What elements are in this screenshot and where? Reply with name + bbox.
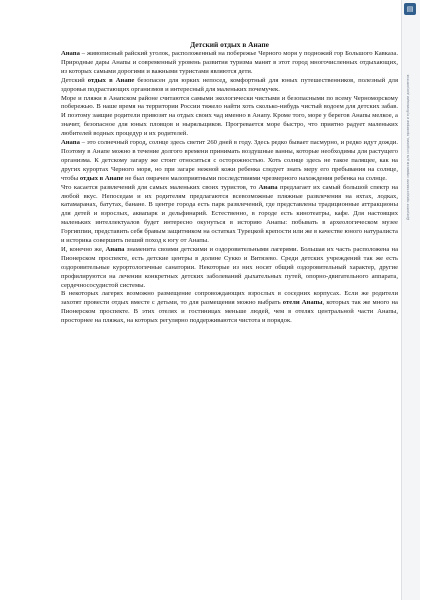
paragraph-text: И, конечно же, [61, 245, 106, 253]
bold-text: отдых в Анапе [79, 174, 124, 182]
paragraph-text: , которых так же много на Пионерском проспекте. В этих отелях и гостиницах меньше людей, чем в отелях центральной части Анапы, просторнее на пляжах, на которых регулярно поддерживаются чистота и порядок. [61, 299, 398, 325]
paragraph-text: – живописный райский уголок, расположенный на побережье Черного моря у подножий гор Большого Кавказа. Природные дары Анапы и современный уровень развития туризма манят в этот город многочисленных отдыхающих, из которых самыми дорогими и важными туристами являются дети. [61, 50, 398, 75]
paragraph-text: безопасен для юрких непосед, комфортный для юных путешественников, полезный для здоровья подрастающих организмов и интересный для маленьких почемучек. [61, 76, 399, 93]
paragraph-list [61, 50, 398, 326]
paragraph-text: Детский [61, 76, 88, 84]
bold-text: отели Анапы [282, 299, 323, 307]
document-body [61, 40, 398, 326]
bold-text: отдых в Анапе [87, 76, 135, 84]
paragraph [61, 77, 398, 95]
document-title: Детский отдых в Анапе [190, 40, 269, 49]
paragraph-text: Что касается развлечений для самых маленьких своих туристов, то [61, 183, 259, 191]
paragraph [61, 50, 398, 77]
paragraph-text: не был омрачен малоприятными последствиями чрезмерного нахождения ребенка на солнце. [123, 174, 387, 182]
paragraph [61, 95, 398, 140]
paragraph-text: знаменита своими детскими и оздоровительными лагерями. Большая их часть расположена на Пионерском проспекте, есть детские центры в долине Сукко и Витязево. Среди детских учреждений так же есть оздоровительные курортологичные санатории. Некоторые из них носят общий оздоровительный характер, другие профилируются на лечении конкретных детских заболеваний дыхательных путей, опорно-двигательного аппарата, сердечнососудистой системы. [61, 245, 398, 289]
paragraph-text: предлагает их самый большой спектр на любой вкус. Непоседам и их родителям предлагаются всевозможные пляжные развлечения на яхтах, лодках, катамаранах, батутах, банане. В центре города есть парк развлечений, где представлены традиционные аттракционы для детей и взрослых, аквапарк и дельфинарий. Естественно, в городе есть кинотеатры, кафе. Для настоящих маленьких интеллектуалов будет интересно окунуться в историю Анапы: побывать в археологическом музее Горгиппии, представить себя бравым защитником на остатках Турецкой крепости или же в качестве юного натуралиста и историка совершить пеший поход к югу от Анапы. [61, 183, 398, 245]
side-toolbar [401, 0, 420, 600]
sidebar-vertical-text: Документ предоставлен сервисом для создания, проверки и публикации документов [406, 74, 410, 220]
paragraph-text: Море и пляжи в Анапском районе считаются самыми экологически чистыми и безопасными по всему Черноморскому побережью. В наше время на территории России тяжело найти хоть сколько-нибудь чистый водоем для детских забав. И поэтому заящие родители привозят на отдых своих чад именно в Анапу. Кроме того, море у берегов Анапы мелкое, а значит, безопасное для юных пловцов и ныряльщиков. Прогревается море быстро, что приятно радует маленьких любителей водных процедур и их родителей. [61, 94, 398, 138]
paragraph [61, 184, 398, 246]
paragraph [61, 139, 398, 184]
bold-text: Анапа [105, 245, 125, 253]
bold-text: Анапа [61, 50, 80, 57]
bold-text: Анапа [61, 139, 80, 147]
document-logo-icon[interactable]: ▤ [404, 3, 416, 15]
paragraph-text: – это солнечный город, солнце здесь светит 260 дней в году. Здесь редко бывает пасмурно, и редко идут дожди. Поэтому в Анапе можно в течение долгого времени принимать воздушные ванны, которые необходимы для растущего организма. К детскому загару же стоит относиться с осторожностью. Хоть солнце здесь не такое палящее, как на других курортах Черного моря, но при загаре нежной кожи ребенка следует знать меру его пребывания на солнце, чтобы [61, 139, 398, 182]
paragraph [61, 246, 398, 291]
bold-text: Анапа [258, 183, 278, 191]
paragraph [61, 290, 398, 326]
paragraph-text: В некоторых лагерях возможно размещение сопровождающих взрослых в соседних корпусах. Если же родители захотят провести отдых вместе с детьми, то для размещения можно выбрать [61, 290, 398, 307]
